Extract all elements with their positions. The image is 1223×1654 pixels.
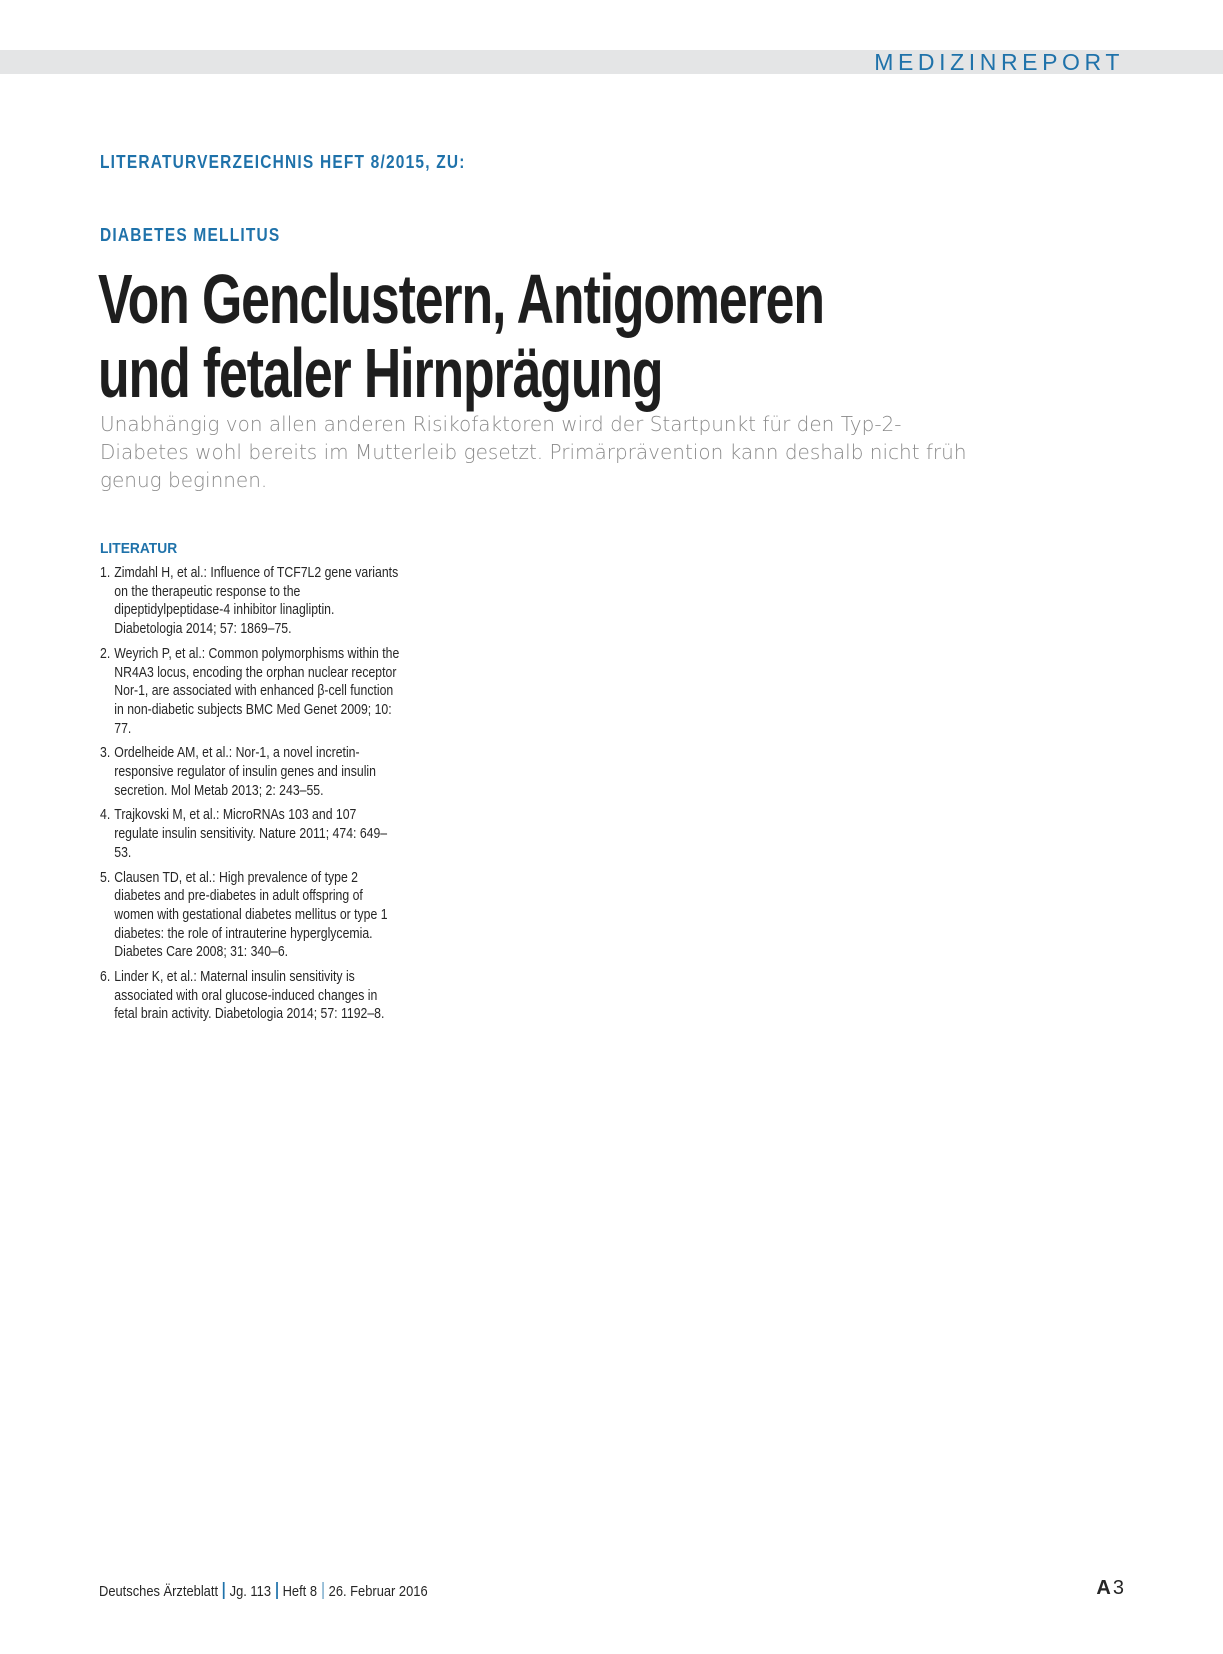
article-title [98,262,824,410]
reference-number: 4. [100,807,111,824]
footer-separator [223,1582,224,1599]
reference-item [100,806,400,862]
reference-list [100,564,400,1030]
reference-text: Linder K, et al.: Maternal insulin sensitivity is associated with oral glucose-induced changes in fetal brain activity. Diabetologia 2014; 57: 1192–8. [114,969,385,1023]
footer-volume: Jg. 113 [229,1583,271,1600]
reference-item [100,968,400,1024]
page-number-prefix: A [1096,1577,1111,1599]
article-title-line-2: und fetaler Hirnprägung [98,334,663,412]
footer-issue: Heft 8 [282,1583,318,1600]
reference-number: 6. [100,969,111,986]
footer-journal: Deutsches Ärzteblatt [99,1583,219,1600]
footer-separator [322,1582,323,1599]
page-number [1096,1577,1124,1600]
article-lead: Unabhängig von allen anderen Risikofaktoren wird der Startpunkt für den Typ-2-Diabetes wohl bereits im Mutterleib gesetzt. Primärprävention kann deshalb nicht früh genug beginnen. [100,412,967,492]
footer-date: 26. Februar 2016 [328,1583,428,1600]
reference-number: 2. [100,645,111,662]
reference-text: Ordelheide AM, et al.: Nor-1, a novel incretin-responsive regulator of insulin genes and insulin secretion. Mol Metab 2013; 2: 243–55. [114,745,376,799]
section-label: MEDIZINREPORT [874,49,1124,75]
page-number-value: 3 [1112,1577,1124,1599]
article-topic: DIABETES MELLITUS [100,225,281,245]
article-kicker: LITERATURVERZEICHNIS HEFT 8/2015, ZU: [100,152,466,172]
reference-text: Clausen TD, et al.: High prevalence of type 2 diabetes and pre-diabetes in adult offspring of women with gestational diabetes mellitus or type 1 diabetes: the role of intrauterine hyperglycemia. Diabetes Care 2008; 31: 340–6. [114,869,388,961]
reference-number: 3. [100,745,111,762]
reference-item [100,744,400,800]
reference-text: Weyrich P, et al.: Common polymorphisms within the NR4A3 locus, encoding the orphan nuclear receptor Nor-1, are associated with enhanced β-cell function in non-diabetic subjects BMC Med Genet 2009; 10: 77. [114,645,400,737]
reference-text: Trajkovski M, et al.: MicroRNAs 103 and 107 regulate insulin sensitivity. Nature 2011; 474: 649–53. [114,807,388,861]
reference-number: 1. [100,565,111,581]
reference-item [100,869,400,963]
article-title-line-1: Von Genclustern, Antigomeren [98,260,824,338]
reference-item [100,645,400,739]
footer-separator [276,1582,277,1599]
literature-heading: LITERATUR [100,540,178,557]
footer [99,1582,428,1600]
reference-text: Zimdahl H, et al.: Influence of TCF7L2 gene variants on the therapeutic response to the dipeptidylpeptidase-4 inhibitor linagliptin. Diabetologia 2014; 57: 1869–75. [114,565,399,638]
reference-number: 5. [100,869,111,886]
reference-item [100,564,400,639]
